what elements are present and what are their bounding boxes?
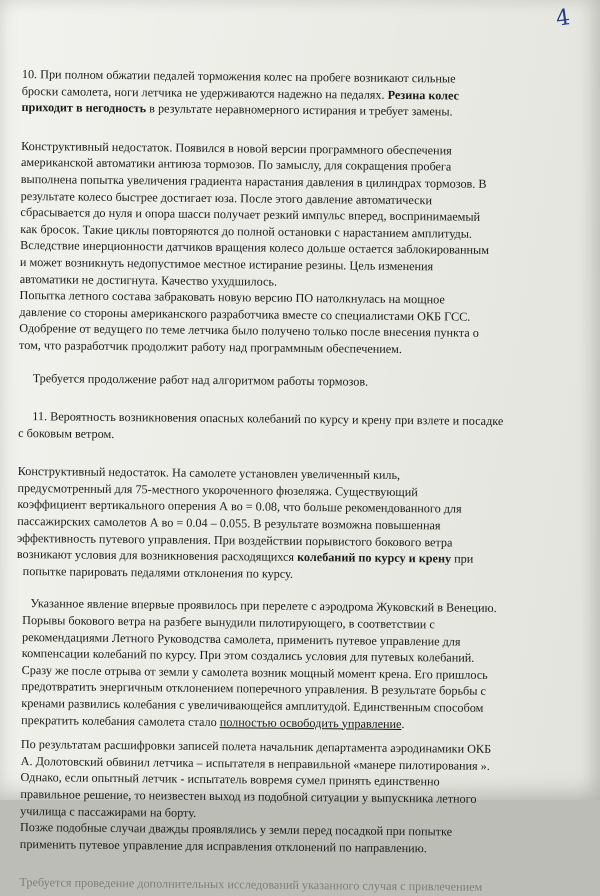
body-line: том, что разработчик продолжит работу над программным обеспечением. — [19, 337, 403, 356]
heading-text: в результате неравномерного истирания и требует замены. — [146, 101, 453, 119]
body-line: Однако, если опытный летчик - испытатель вовремя сумел принять единственно — [20, 770, 440, 789]
body-line: попытке парировать педалями отклонения по курсу. — [22, 563, 294, 581]
section-10 — [19, 66, 542, 392]
body-line: предусмотренный для 75-местного укороченного фюзеляжа. Существующий — [17, 480, 418, 500]
body-line: сбрасывается до нуля и опора шасси получает резкий импульс вперед, воспринимаемый — [20, 205, 481, 224]
cut-off-line: Требуется проведение дополнительных исследований указанного случая с привлечением — [19, 875, 483, 895]
section-11-paragraph-2 — [15, 595, 536, 733]
section-11 — [13, 408, 538, 896]
body-line: пассажирских самолетов А во = 0.04 – 0.055. В результате возможна повышенная — [17, 514, 441, 533]
body-line: Указанное явление впервые проявилось при перелете с аэродрома Жуковский в Венецию. — [30, 596, 497, 616]
body-line: предотвратить энергичным отклонением поперечного управления. В результате борьбы с — [21, 679, 487, 699]
body-text: возникают условия для возникновения расходящихся — [16, 547, 298, 565]
document-body — [13, 66, 542, 896]
body-line: результате колесо быстрее достигает юза. После этого давление автоматически — [20, 188, 433, 207]
heading-bold-text: приходит в негодность — [21, 100, 147, 116]
section-10-heading — [21, 66, 541, 121]
body-line: Порывы бокового ветра на разбеге вынудили пилотирующего, в соответствии с — [22, 613, 435, 632]
body-line: По результатам расшифровки записей полета начальник департамента аэродинамики ОКБ — [20, 737, 492, 757]
heading-line: 11. Вероятность возникновения опасных колебаний по курсу и крену при взлете и посадке — [32, 409, 504, 429]
underlined-text: полностью освободить управление — [219, 714, 402, 731]
body-line: кренами развились колебания с увеличивающейся амплитудой. Единственным способом — [21, 696, 484, 715]
body-line: Попытка летного состава забраковать новую версию ПО натолкнулась на мощное — [19, 288, 445, 307]
heading-line: 10. При полном обжатии педалей торможения колес на пробеге возникают сильные — [21, 66, 456, 86]
section-11-body — [17, 463, 538, 585]
section-10-conclusion: Требуется продолжение работ над алгоритмом работы тормозов. — [32, 370, 369, 389]
heading-bold-text: Резина колес — [387, 87, 460, 103]
body-line: выполнена попытка увеличения градиента нарастания давления в цилиндрах тормозов. В — [20, 171, 487, 191]
body-line: А. Долотовский обвинил летчика – испытателя в неправильной «манере пилотирования ». — [20, 753, 490, 773]
body-line: автоматики не достигнута. Качество ухудшилось. — [19, 271, 278, 289]
section-11-paragraph-3 — [14, 736, 535, 858]
body-line: правильное решение, то неизвестен выход из подобной ситуации у выпускника летного — [20, 786, 477, 806]
body-line: рекомендациями Летного Руководства самолета, применить путевое управление для — [21, 629, 461, 649]
handwritten-page-number: 4 — [554, 5, 572, 32]
body-line: коэффициент вертикального оперения А во = 0.08, что больше рекомендованного для — [17, 497, 462, 517]
body-line: Позже подобные случаи дважды проявлялись у земли перед посадкой при попытке — [19, 820, 453, 839]
body-line: Вследствие инерционности датчиков вращения колесо дольше остается заблокированным — [20, 238, 490, 258]
section-11-heading — [18, 408, 538, 447]
body-line: училища с пассажирами на борту. — [20, 803, 197, 820]
body-line: применить путевое управление для исправления отклонений по направлению. — [19, 836, 427, 856]
section-10-body — [19, 138, 541, 359]
body-line: эффективность путевого управления. При воздействии порывистого бокового ветра — [16, 530, 453, 550]
body-text: . — [401, 716, 405, 731]
heading-line: с боковым ветром. — [18, 425, 115, 441]
body-line: Одобрение от ведущего по теме летчика было получено только после внесения пункта о — [19, 321, 479, 341]
body-bold-text: колебаний по курсу и крену — [297, 550, 452, 566]
body-line: компенсации колебаний по курсу. При этом создались условия для путевых колебаний. — [21, 646, 475, 665]
body-text: прекратить колебания самолета стало — [21, 712, 220, 729]
body-line: Конструктивный недостаток. Появился в новой версии программного обеспечения — [21, 138, 452, 158]
body-text: при — [451, 551, 474, 567]
body-line: как бросок. Такие циклы повторяются до полной остановки с нарастанием амплитуды. — [20, 221, 473, 241]
body-line: американской автоматики антиюза тормозов. По замыслу, для сокращения пробега — [20, 155, 452, 174]
body-line: Конструктивный недостаток. На самолете установлен увеличенный киль, — [17, 464, 401, 483]
body-line: Сразу же после отрыва от земли у самолета возник мощный момент крена. Его пришлось — [21, 662, 488, 682]
body-line: и может возникнуть недопустимое местное истирание резины. Цель изменения — [19, 254, 434, 274]
heading-text: броски самолета, ноги летчика не удерживаются надежно на педалях. — [21, 83, 388, 102]
body-line: давление со стороны американского разработчика вместе со специалистами ОКБ ГСС. — [19, 304, 471, 324]
